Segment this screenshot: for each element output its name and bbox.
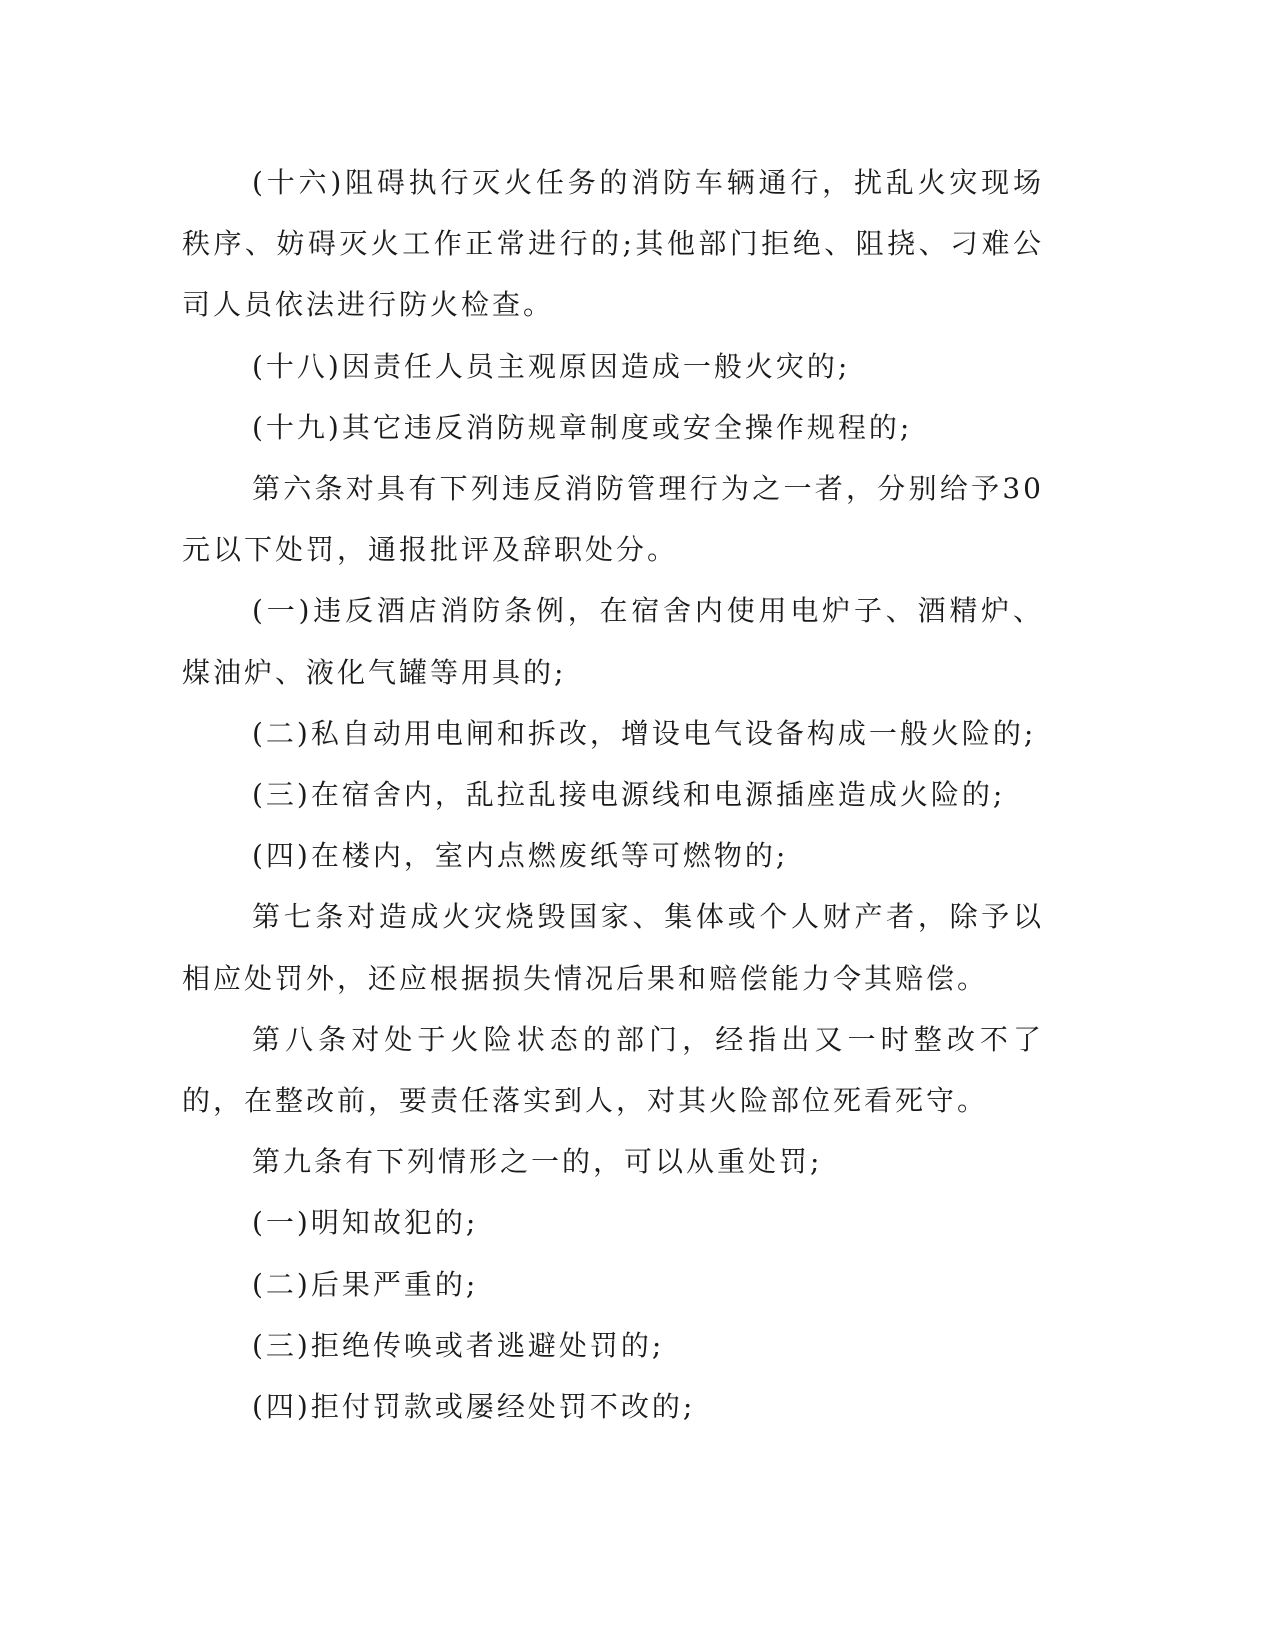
paragraph-aggravating-1: (一)明知故犯的; xyxy=(252,1206,479,1240)
paragraph-article-7: 第七条对造成火灾烧毁国家、集体或个人财产者，除予以相应处罚外，还应根据损失情况后果和赔偿能力令其赔偿。 xyxy=(182,900,1044,995)
paragraph-item-1: (一)违反酒店消防条例，在宿舍内使用电炉子、酒精炉、煤油炉、液化气罐等用具的; xyxy=(182,594,1044,689)
paragraph-aggravating-3: (三)拒绝传唤或者逃避处罚的; xyxy=(252,1328,665,1362)
paragraph-article-6: 第六条对具有下列违反消防管理行为之一者，分别给予30元以下处罚，通报批评及辞职处分。 xyxy=(182,472,1044,567)
document-body xyxy=(182,152,1044,1437)
paragraph-item-3: (三)在宿舍内，乱拉乱接电源线和电源插座造成火险的; xyxy=(252,778,1006,812)
paragraph-item-18: (十八)因责任人员主观原因造成一般火灾的; xyxy=(252,349,851,383)
paragraph-item-4: (四)在楼内，室内点燃废纸等可燃物的; xyxy=(252,839,789,873)
paragraph-item-19: (十九)其它违反消防规章制度或安全操作规程的; xyxy=(252,410,913,444)
paragraph-aggravating-2: (二)后果严重的; xyxy=(252,1267,479,1301)
paragraph-aggravating-4: (四)拒付罚款或屡经处罚不改的; xyxy=(252,1390,696,1424)
paragraph-item-2: (二)私自动用电闸和拆改，增设电气设备构成一般火险的; xyxy=(252,716,1037,750)
paragraph-item-16: (十六)阻碍执行灭火任务的消防车辆通行，扰乱火灾现场秩序、妨碍灭火工作正常进行的;其他部门拒绝、阻挠、刁难公司人员依法进行防火检查。 xyxy=(182,166,1044,322)
paragraph-article-8: 第八条对处于火险状态的部门，经指出又一时整改不了的，在整改前，要责任落实到人，对其火险部位死看死守。 xyxy=(182,1022,1044,1118)
paragraph-article-9: 第九条有下列情形之一的，可以从重处罚; xyxy=(252,1145,823,1179)
